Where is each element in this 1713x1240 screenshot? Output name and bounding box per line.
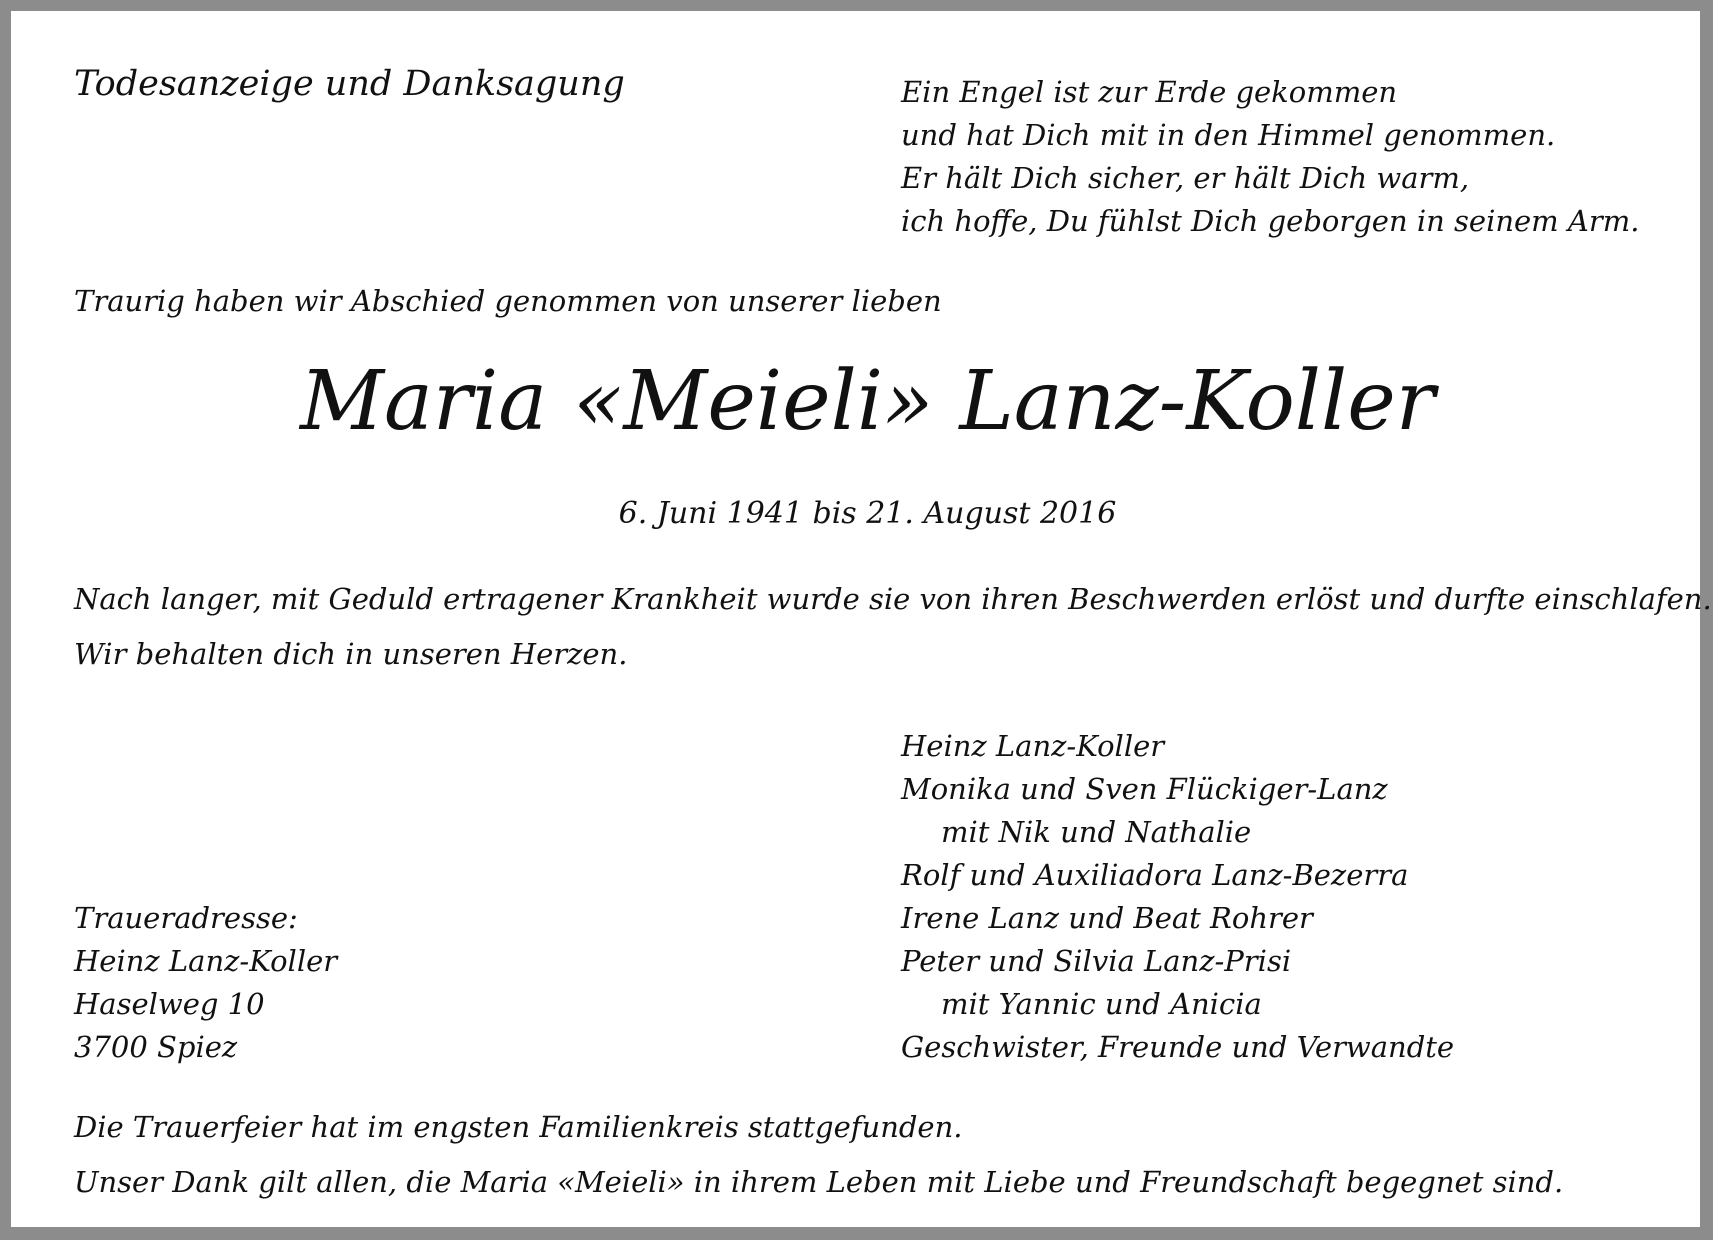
mourner-entry: mit Nik und Nathalie	[941, 815, 1252, 849]
address-name: Heinz Lanz-Koller	[74, 944, 338, 978]
mourners-list	[901, 725, 1454, 1069]
address-city: 3700 Spiez	[74, 1030, 238, 1064]
poem-line: ich hoffe, Du fühlst Dich geborgen in seinem Arm.	[901, 204, 1640, 238]
footer-line: Die Trauerfeier hat im engsten Familienkreis stattgefunden.	[74, 1110, 963, 1144]
mourner-entry: Peter und Silvia Lanz-Prisi	[901, 944, 1292, 978]
mourner-entry: Irene Lanz und Beat Rohrer	[901, 901, 1313, 935]
address-street: Haselweg 10	[74, 987, 265, 1021]
deceased-dates: 6. Juni 1941 bis 21. August 2016	[618, 496, 1117, 531]
mourner-entry: Heinz Lanz-Koller	[901, 729, 1165, 763]
mourner-entry: Geschwister, Freunde und Verwandte	[901, 1030, 1455, 1064]
message-line: Nach langer, mit Geduld ertragener Krankheit wurde sie von ihren Beschwerden erlöst und durfte einschlafen.	[74, 582, 1712, 616]
poem-line: Er hält Dich sicher, er hält Dich warm,	[901, 161, 1470, 195]
footer-line: Unser Dank gilt allen, die Maria «Meieli» in ihrem Leben mit Liebe und Freundschaft begegnet sind.	[74, 1165, 1564, 1199]
mourning-address	[74, 897, 337, 1069]
deceased-name: Maria «Meieli» Lanz-Koller	[300, 354, 1435, 449]
poem	[901, 71, 1639, 243]
mourner-entry: Monika und Sven Flückiger-Lanz	[901, 772, 1388, 806]
mourner-entry: mit Yannic und Anicia	[941, 987, 1262, 1021]
poem-line: Ein Engel ist zur Erde gekommen	[901, 75, 1398, 109]
address-label: Traueradresse:	[74, 901, 298, 935]
poem-line: und hat Dich mit in den Himmel genommen.	[901, 118, 1556, 152]
mourner-entry: Rolf und Auxiliadora Lanz-Bezerra	[901, 858, 1409, 892]
message-line: Wir behalten dich in unseren Herzen.	[74, 637, 628, 671]
intro-text: Traurig haben wir Abschied genommen von unserer lieben	[74, 284, 942, 318]
notice-heading: Todesanzeige und Danksagung	[74, 64, 625, 104]
